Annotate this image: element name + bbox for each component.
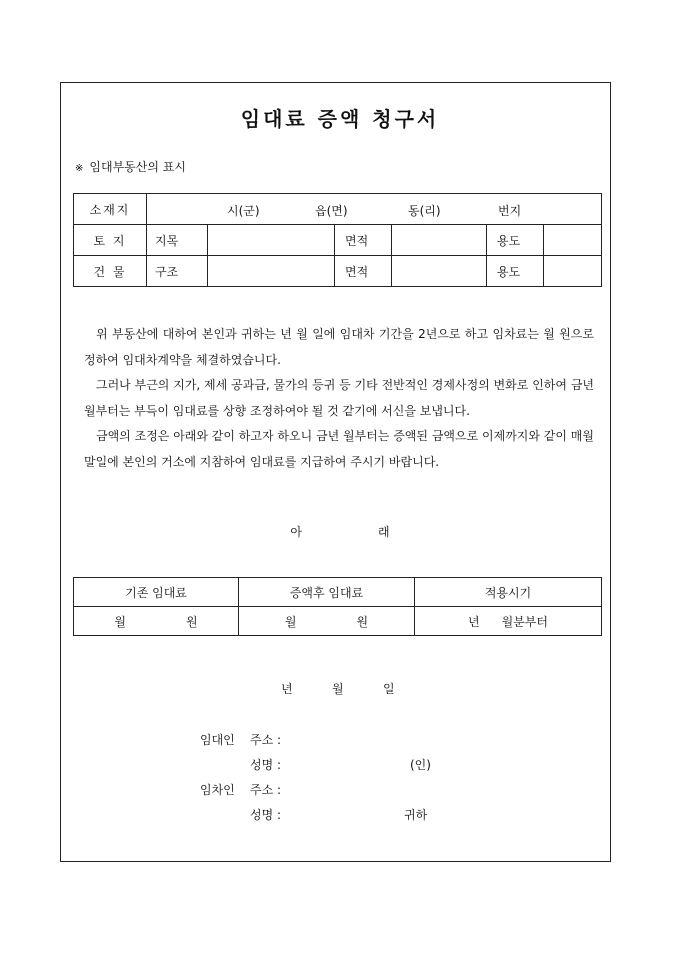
land-area-value — [392, 225, 487, 256]
land-label: 토 지 — [74, 225, 147, 256]
below-heading-b: 래 — [378, 525, 390, 539]
lot-label: 번지 — [498, 204, 522, 218]
below-heading-a: 아 — [290, 525, 302, 539]
location-cell — [147, 194, 602, 225]
existing-rent-header: 기존 임대료 — [74, 578, 239, 607]
table-row — [74, 578, 602, 607]
land-category-label: 지목 — [147, 225, 208, 256]
building-structure-value — [208, 256, 335, 287]
existing-rent-value — [74, 607, 239, 636]
building-use-value — [544, 256, 602, 287]
honorific-label: 귀하 — [404, 808, 428, 822]
increased-won: 원 — [356, 614, 369, 629]
city-label: 시(군) — [227, 204, 260, 218]
land-category-value — [208, 225, 335, 256]
lessee-address-label: 주소 : — [250, 783, 282, 797]
existing-won: 원 — [186, 614, 198, 629]
effective-year: 년 — [468, 614, 480, 629]
dong-label: 동(리) — [408, 204, 441, 218]
section-label — [75, 158, 186, 175]
paragraph-3: 금액의 조정은 아래와 같이 하고자 하오니 금년 월부터는 증액된 금액으로 이제까지와 같이 매월 말일에 본인의 거소에 지참하여 임대료를 지급하여 주시기 바랍니다. — [84, 429, 594, 469]
reference-mark-icon: ※ — [75, 163, 84, 174]
town-label: 읍(면) — [315, 204, 348, 218]
land-area-label: 면적 — [335, 225, 392, 256]
effective-date-header: 적용시기 — [415, 578, 602, 607]
rent-table — [73, 577, 602, 636]
table-row — [74, 225, 602, 256]
effective-date-value — [415, 607, 602, 636]
lessor-name-label: 성명 : — [250, 758, 282, 772]
lessee-label: 임차인 — [200, 783, 235, 797]
land-use-label: 용도 — [487, 225, 544, 256]
lessor-address-label: 주소 : — [250, 733, 282, 747]
property-table — [73, 193, 602, 287]
building-area-label: 면적 — [335, 256, 392, 287]
increased-rent-value — [239, 607, 415, 636]
existing-month: 월 — [114, 614, 126, 629]
building-area-value — [392, 256, 487, 287]
table-row — [74, 194, 602, 225]
paragraph-2: 그러나 부근의 지가, 제세 공과금, 물가의 등귀 등 기타 전반적인 경제사정의 변화로 인하여 금년 월부터는 부득이 임대료를 상향 조정하여야 될 것 같기에 서신을 보냅니다. — [84, 378, 594, 418]
below-heading — [0, 523, 680, 540]
date-day: 일 — [383, 682, 395, 696]
building-use-label: 용도 — [487, 256, 544, 287]
location-label: 소재지 — [74, 194, 147, 225]
date-month: 월 — [332, 682, 344, 696]
increased-rent-header: 증액후 임대료 — [239, 578, 415, 607]
land-use-value — [544, 225, 602, 256]
increased-month: 월 — [284, 614, 297, 629]
building-structure-label: 구조 — [147, 256, 208, 287]
table-row — [74, 256, 602, 287]
body-text — [84, 322, 594, 475]
seal-label: (인) — [410, 758, 431, 772]
date-year: 년 — [281, 682, 293, 696]
document-title: 임대료 증액 청구서 — [240, 107, 440, 131]
table-row — [74, 607, 602, 636]
building-label: 건 물 — [74, 256, 147, 287]
paragraph-1: 위 부동산에 대하여 본인과 귀하는 년 월 일에 임대차 기간을 2년으로 하고 임차료는 월 원으로 정하여 임대차계약을 체결하였습니다. — [84, 327, 594, 367]
effective-from: 월분부터 — [501, 614, 548, 629]
section-label-text: 임대부동산의 표시 — [89, 160, 186, 174]
lessee-name-label: 성명 : — [250, 808, 282, 822]
lessor-label: 임대인 — [200, 733, 235, 747]
